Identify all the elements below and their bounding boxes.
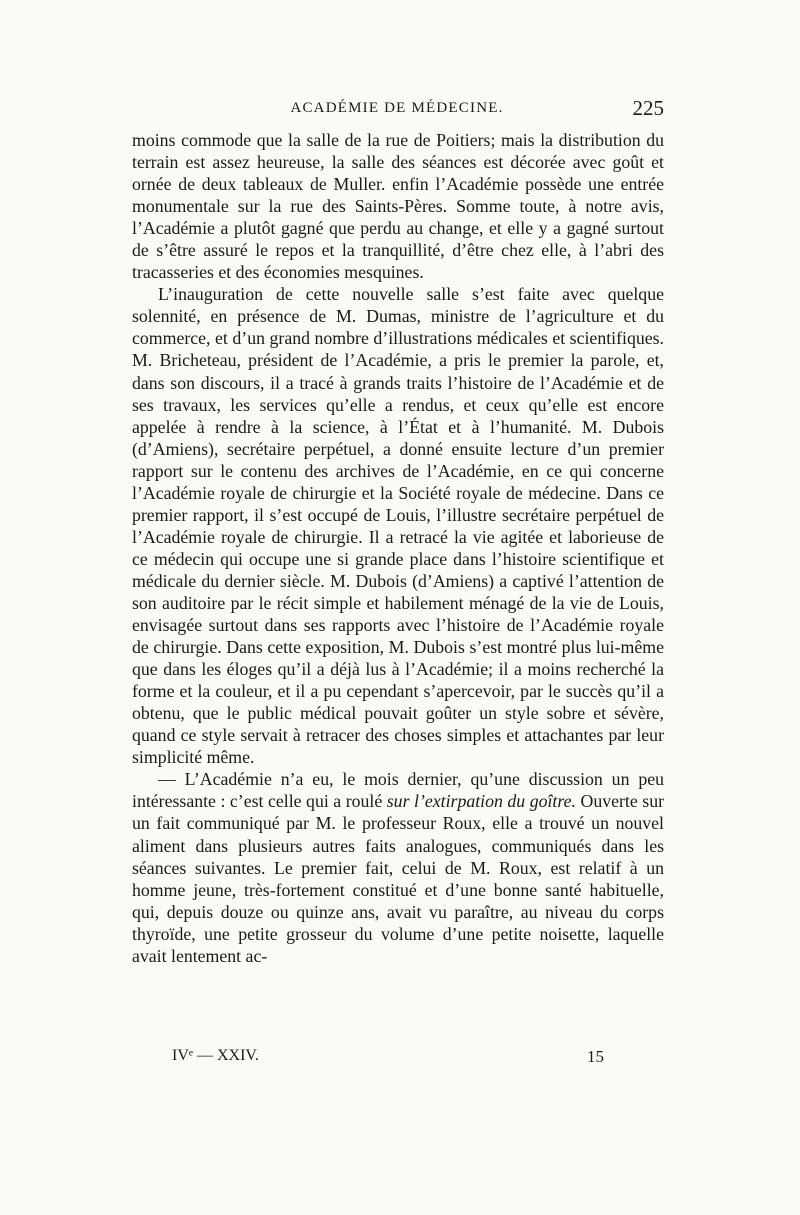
signature-number: 15 (587, 1047, 604, 1066)
body-text (132, 129, 664, 967)
page-header (130, 96, 664, 126)
running-title: ACADÉMIE DE MÉDECINE. (290, 100, 504, 116)
page-number: 225 (632, 96, 664, 120)
discussion-text-start: — L’Académie n’a eu, le mois dernier, qu’une discussion un peu intéressante : c’est celle qui a roulé (132, 769, 664, 812)
signature-mark: IVᵉ — XXIV. (172, 1047, 259, 1064)
paragraph-discussion (132, 768, 664, 966)
discussion-topic-italic: sur l’extirpation du goître. (386, 791, 576, 812)
paragraph-inauguration: L’inauguration de cette nouvelle salle s’est faite avec quelque solennité, en présence de M. Dumas, ministre de l’agriculture et du commerce, et d’un grand nombre d’illustrations médicales et scientifiques. M. Bricheteau, président de l’Académie, a pris le premier la parole, et, dans son discours, il a tracé à grands traits l’histoire de l’Académie et de ses travaux, les services qu’elle a rendus, et ceux qu’elle est encore appelée à rendre à la science, à l’État et à l’humanité. M. Dubois (d’Amiens), secrétaire perpétuel, a donné ensuite lecture d’un premier rapport sur le contenu des archives de l’Académie, en ce qui concerne l’Académie royale de chirurgie et la Société royale de médecine. Dans ce premier rapport, il s’est occupé de Louis, l’illustre secrétaire perpétuel de l’Académie royale de chirurgie. Il a retracé la vie agitée et laborieuse de ce médecin qui occupe une si grande place dans l’histoire scientifique et médicale du dernier siècle. M. Dubois (d’Amiens) a captivé l’attention de son auditoire par le récit simple et habilement ménagé de la vie de Louis, envisagée surtout dans ses rapports avec l’histoire de l’Académie royale de chirurgie. Dans cette exposition, M. Dubois s’est montré plus lui-même que dans les éloges qu’il a déjà lus à l’Académie; il a moins recherché la forme et la couleur, et il a pu cependant s’apercevoir, par le succès qu’il a obtenu, que le public médical pouvait goûter un style sobre et sévère, quand ce style servait à retracer des choses simples et attachantes par leur simplicité même. (132, 284, 664, 768)
paragraph-continuation: moins commode que la salle de la rue de Poitiers; mais la distribution du terrain est assez heureuse, la salle des séances est décorée avec goût et ornée de deux tableaux de Muller. enfin l’Académie possède une entrée monumentale sur la rue des Saints-Pères. Somme toute, à notre avis, l’Académie a plutôt gagné que perdu au change, et elle y a gagné surtout de s’être assuré le repos et la tranquillité, d’être chez elle, à l’abri des tracasseries et des économies mesquines. (132, 130, 664, 283)
discussion-text-end: Ouverte sur un fait communiqué par M. le professeur Roux, elle a trouvé un nouvel aliment dans plusieurs autres faits analogues, communiqués dans les séances suivantes. Le premier fait, celui de M. Roux, est relatif à un homme jeune, très-fortement constitué et d’une bonne santé habituelle, qui, depuis douze ou quinze ans, avait vu paraître, au niveau du corps thyroïde, une petite grosseur du volume d’une petite noisette, laquelle avait lentement ac- (132, 791, 665, 966)
page-footer (172, 1047, 604, 1073)
